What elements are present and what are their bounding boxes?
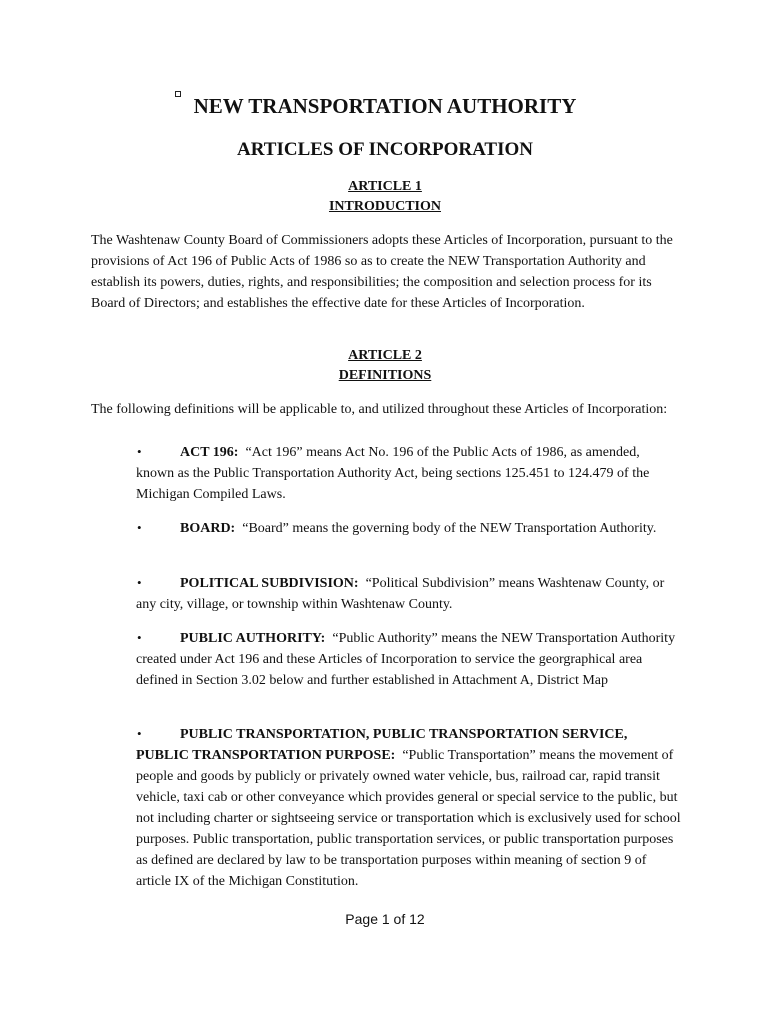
definition-term: PUBLIC AUTHORITY: — [180, 631, 326, 646]
definition-term: BOARD: — [180, 521, 236, 536]
bullet-icon — [136, 441, 180, 463]
bullet-icon — [136, 723, 180, 745]
definition-term: POLITICAL SUBDIVISION: — [180, 576, 359, 591]
document-subtitle: ARTICLES OF INCORPORATION — [237, 139, 533, 160]
article-1-text: The Washtenaw County Board of Commissioners adopts these Articles of Incorporation, pursuant to the provisions of Act 196 of Public Acts of 1986 so as to create the NEW Transportation Authority and establish its powers, duties, rights, and responsibilities; the composition and selection process for its Board of Directors; and establishes the effective date for these Articles of Incorporation. — [91, 233, 673, 311]
article-1-number: ARTICLE 1 — [348, 179, 422, 194]
definition-text: “Political Subdivision” means Washtenaw County, or any city, village, or township within Washtenaw County. — [136, 576, 665, 612]
definition-text: “Board” means the governing body of the NEW Transportation Authority. — [242, 521, 657, 536]
definition-item — [136, 572, 681, 615]
article-2-heading — [0, 346, 770, 386]
article-2-intro: The following definitions will be applicable to, and utilized throughout these Articles of Incorporation: — [91, 402, 668, 417]
definition-term: ACT 196: — [180, 445, 239, 460]
article-2-number: ARTICLE 2 — [348, 348, 422, 363]
definition-text: “Public Transportation” means the movement of people and goods by publicly or privately owned water vehicle, bus, railroad car, rapid transit vehicle, taxi cab or other conveyance which provides general or special service to the public, but not including charter or sightseeing service or transportation which is exclusively used for school purposes. Public transportation, public transportation services, or public transportation purposes as defined are declared by law to be transportation purposes within meaning of section 9 of article IX of the Michigan Constitution. — [136, 748, 681, 889]
bullet-icon — [136, 627, 180, 649]
definition-item — [136, 517, 681, 539]
definition-item — [136, 723, 681, 892]
article-1-heading — [0, 177, 770, 217]
definition-item — [136, 627, 681, 691]
bullet-icon — [136, 517, 180, 539]
definition-item — [136, 441, 681, 505]
article-2-title: DEFINITIONS — [338, 368, 432, 383]
document-title: NEW TRANSPORTATION AUTHORITY — [193, 94, 577, 118]
bullet-icon — [136, 572, 180, 594]
definition-text: “Act 196” means Act No. 196 of the Public Acts of 1986, as amended, known as the Public Transportation Authority Act, being sections 125.451 to 124.479 of the Michigan Compiled Laws. — [136, 445, 650, 502]
article-1-title: INTRODUCTION — [328, 199, 441, 214]
page-number: Page 1 of 12 — [345, 911, 425, 927]
definition-term: PUBLIC TRANSPORTATION, PUBLIC TRANSPORTATION SERVICE, PUBLIC TRANSPORTATION PURPOSE: — [136, 727, 628, 763]
definition-text: “Public Authority” means the NEW Transportation Authority created under Act 196 and these Articles of Incorporation to service the georgraphical area defined in Section 3.02 below and further established in Attachment A, District Map — [136, 631, 676, 688]
